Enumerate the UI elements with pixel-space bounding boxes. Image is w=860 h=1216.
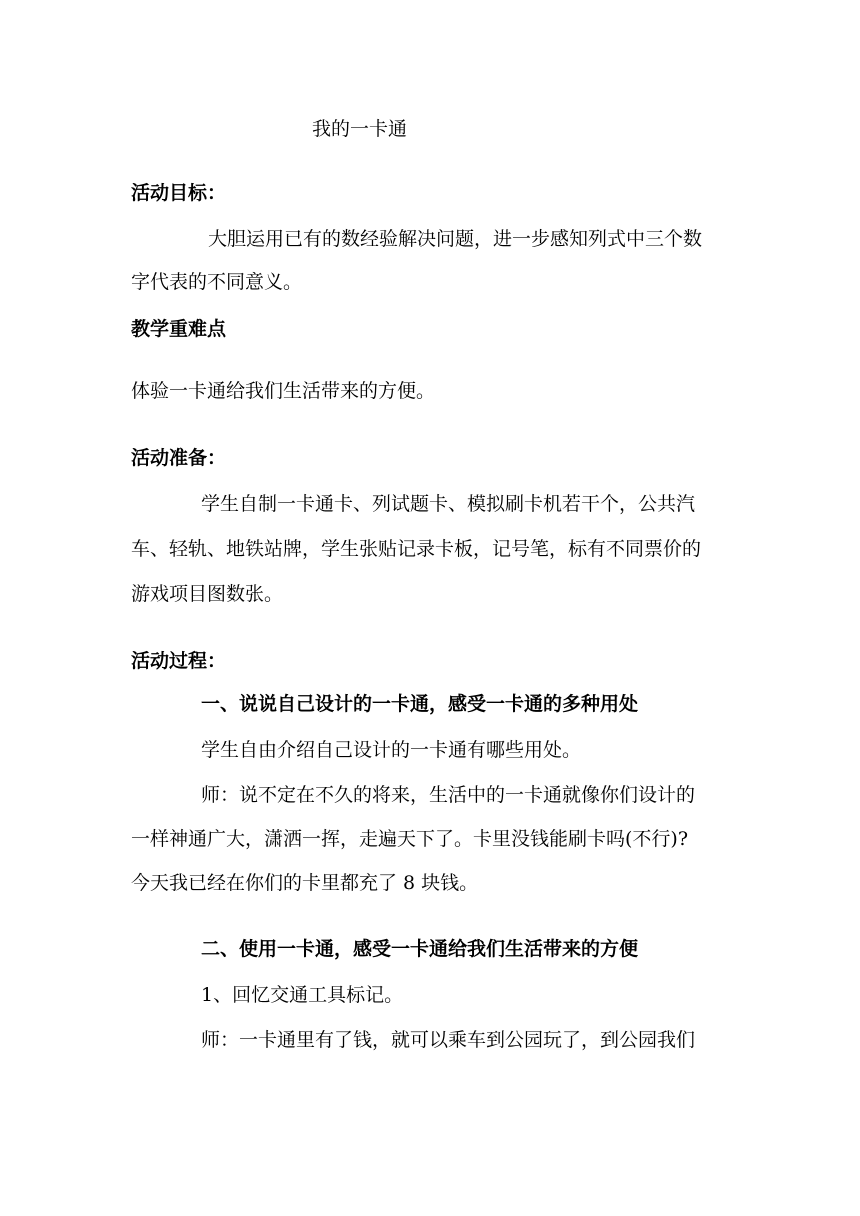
goal-text-line: 字代表的不同意义。 bbox=[131, 271, 303, 293]
process-heading: 活动过程： bbox=[131, 650, 227, 672]
key-points-heading: 教学重难点 bbox=[131, 318, 227, 340]
preparation-text-line: 车、轻轨、地铁站牌，学生张贴记录卡板，记号笔，标有不同票价的 bbox=[131, 538, 702, 560]
goal-text-line: 大胆运用已有的数经验解决问题，进一步感知列式中三个数 bbox=[208, 228, 703, 250]
part-one-text-line: 学生自由介绍自己设计的一卡通有哪些用处。 bbox=[201, 739, 582, 761]
preparation-heading: 活动准备： bbox=[131, 447, 227, 469]
part-one-text-line: 今天我已经在你们的卡里都充了 8 块钱。 bbox=[131, 872, 479, 894]
preparation-text-line: 游戏项目图数张。 bbox=[131, 583, 284, 605]
part-one-text-line: 一样神通广大，潇洒一挥，走遍天下了。卡里没钱能刷卡吗(不行)? bbox=[131, 828, 689, 850]
part-one-text-line: 师：说不定在不久的将来，生活中的一卡通就像你们设计的 bbox=[201, 784, 696, 806]
part-two-heading: 二、使用一卡通，感受一卡通给我们生活带来的方便 bbox=[201, 938, 639, 960]
part-two-text-line: 师：一卡通里有了钱，就可以乘车到公园玩了，到公园我们 bbox=[201, 1029, 696, 1051]
document-title: 我的一卡通 bbox=[312, 118, 408, 140]
part-one-heading: 一、说说自己设计的一卡通，感受一卡通的多种用处 bbox=[201, 693, 639, 715]
key-points-text: 体验一卡通给我们生活带来的方便。 bbox=[131, 380, 436, 402]
preparation-text-line: 学生自制一卡通卡、列试题卡、模拟刷卡机若干个，公共汽 bbox=[201, 493, 696, 515]
goal-heading: 活动目标： bbox=[131, 182, 227, 204]
part-two-text-line: 1、回忆交通工具标记。 bbox=[201, 984, 404, 1006]
